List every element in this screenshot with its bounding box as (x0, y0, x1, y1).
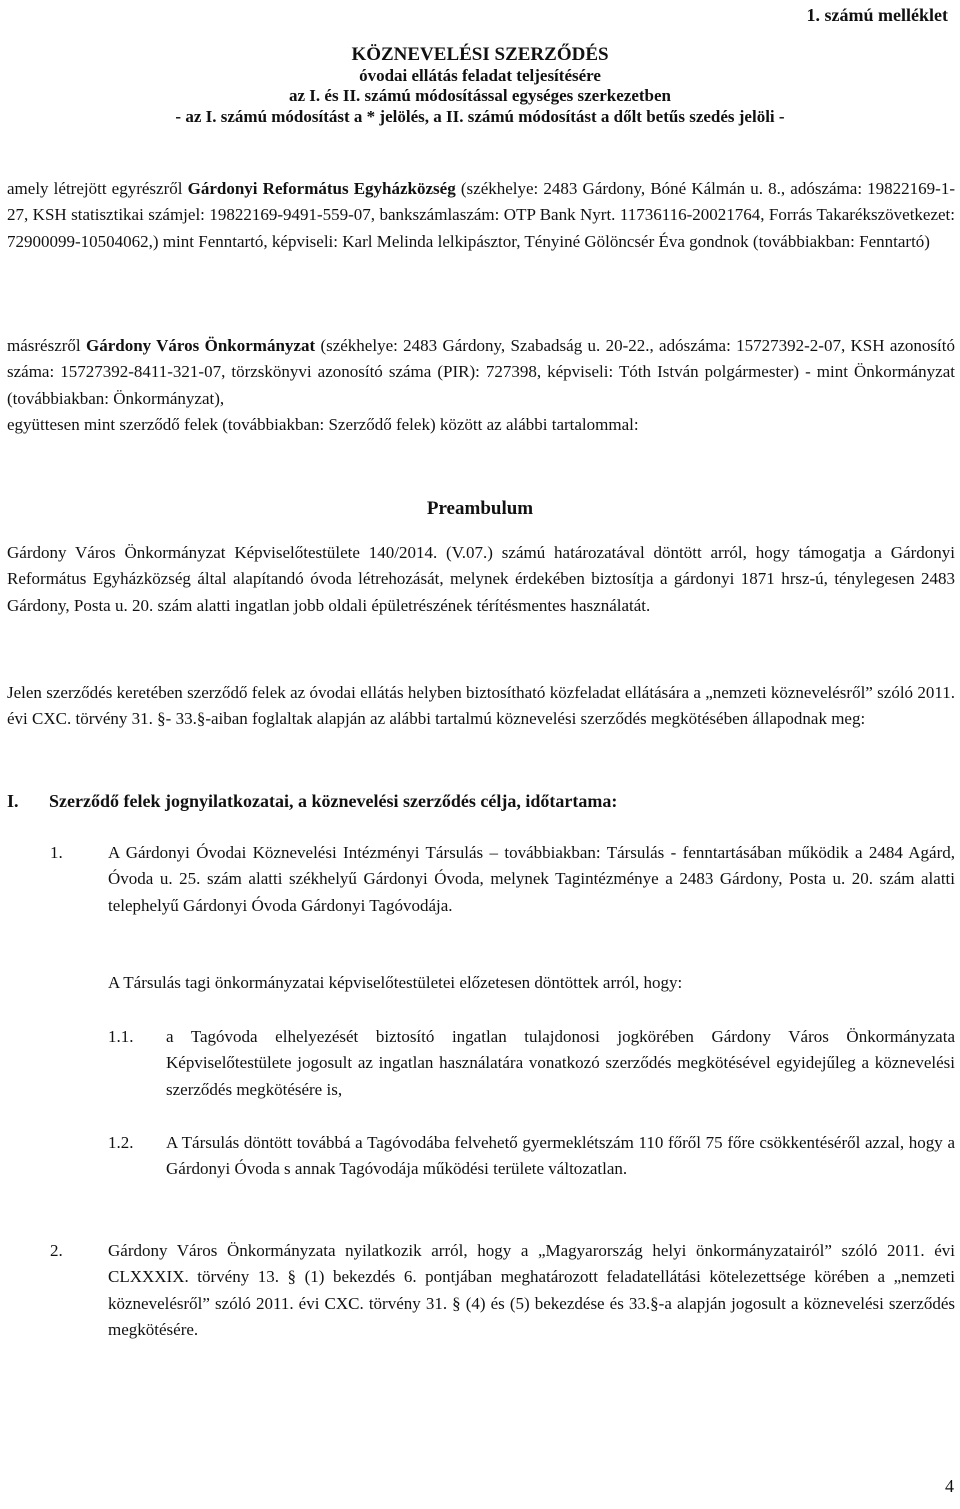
document-title-block (0, 44, 960, 127)
party2-paragraph (7, 333, 955, 438)
sub-item-1-2 (108, 1130, 955, 1183)
section-heading (7, 788, 955, 816)
item-text: A Gárdonyi Óvodai Köznevelési Intézményi Társulás – továbbiakban: Társulás - fenntartásában működik a 2484 Agárd, Óvoda u. 25. szám alatti székhelyű Gárdonyi Óvoda, melynek Tagintézménye a 2483 Gárdony, Posta u. 20. szám alatti telephelyű Gárdonyi Óvoda Gárdonyi Tagóvodája. (108, 843, 955, 915)
numbered-item-1 (50, 840, 955, 919)
sub-item-number: 1.2. (108, 1133, 134, 1152)
sub-intro-text: A Társulás tagi önkormányzatai képviselőtestületei előzetesen döntöttek arról, hogy: (108, 973, 683, 992)
parties-closing: együttesen mint szerződő felek (továbbiakban: Szerződő felek) között az alábbi tartalommal: (7, 415, 639, 435)
page-number: 4 (945, 1476, 954, 1497)
document-structure-note: az I. és II. számú módosítással egységes szerkezetben (289, 86, 671, 106)
document-marking-note: - az I. számú módosítást a * jelölés, a II. számú módosítást a dőlt betűs szedés jelöli - (175, 106, 785, 126)
sub-item-1-1 (108, 1024, 955, 1103)
party2-intro: másrészről (7, 336, 86, 355)
item-text: Gárdony Város Önkormányzata nyilatkozik arról, hogy a „Magyarország helyi önkormányzatairól” szóló 2011. évi CLXXXIX. törvény 13. § (1) bekezdés 6. pontjában meghatározott feladatellátási kötelezettsége körében a „nemzeti köznevelésről” szóló 2011. évi CXC. törvény 31. § (4) és (5) bekezdése és 33.§-a alapján jogosult a köznevelési szerződés megkötésére. (108, 1241, 955, 1340)
numbered-item-2 (50, 1238, 955, 1343)
item-number: 2. (50, 1241, 63, 1260)
document-subtitle: óvodai ellátás feladat teljesítésére (359, 66, 601, 86)
sub-item-text: a Tagóvoda elhelyezését biztosító ingatlan tulajdonosi jogkörében Gárdony Város Önkormányzata Képviselőtestülete jogosult az ingatlan használatára vonatkozó szerződés megkötésével egyidejűleg a köznevelési szerződés megkötésére is, (166, 1027, 955, 1099)
party2-name: Gárdony Város Önkormányzat (85, 336, 316, 355)
preambulum-heading: Preambulum (426, 498, 534, 519)
party1-details: (székhelye: 2483 Gárdony, Bóné Kálmán u. 8., adószáma: 19822169-1-27, KSH statisztikai számjel: 19822169-9491-559-07, bankszámlaszám: OTP Bank Nyrt. 11736116-20021764, Forrás Takarékszövetkezet: 72900099-10504062,) mint Fenntartó, képviseli: Karl Melinda lelkipásztor, Tényiné Gölöncsér Éva gondnok (továbbiakban: Fenntartó) (7, 179, 956, 251)
item-number: 1. (50, 843, 63, 862)
section-number: I. (7, 791, 19, 811)
section-title: Szerződő felek jognyilatkozatai, a köznevelési szerződés célja, időtartama: (49, 791, 618, 811)
party1-name: Gárdonyi Református Egyházközség (187, 179, 456, 198)
party1-intro: amely létrejött egyrészről (7, 179, 188, 198)
preambulum-paragraph-1: Gárdony Város Önkormányzat Képviselőtestülete 140/2014. (V.07.) számú határozatával döntött arról, hogy támogatja a Gárdonyi Református Egyházközség által alapítandó óvoda létrehozását, melynek érdekében biztosítja a gárdonyi 1871 hrsz-ú, ténylegesen 2483 Gárdony, Posta u. 20. szám alatti ingatlan jobb oldali épületrészének térítésmentes használatát. (7, 543, 955, 615)
sub-item-number: 1.1. (108, 1027, 134, 1046)
preambulum-paragraph-2: Jelen szerződés keretében szerződő felek az óvodai ellátás helyben biztosítható közfeladat ellátására a „nemzeti köznevelésről” szóló 2011. évi CXC. törvény 31. §- 33.§-aiban foglaltak alapján az alábbi tartalmú köznevelési szerződés megkötésében állapodnak meg: (7, 683, 955, 729)
document-title: KÖZNEVELÉSI SZERZŐDÉS (351, 44, 609, 65)
annex-label: 1. számú melléklet (806, 5, 948, 25)
party2-details: (székhelye: 2483 Gárdony, Szabadság u. 20-22., adószáma: 15727392-2-07, KSH azonosító száma: 15727392-8411-321-07, törzskönyvi azonosító száma (PIR): 727398, képviseli: Tóth István polgármester) - mint Önkormányzat (továbbiakban: Önkormányzat), (7, 336, 955, 408)
party1-paragraph (7, 176, 955, 255)
sub-item-text: A Társulás döntött továbbá a Tagóvodába felvehető gyermeklétszám 110 főről 75 főre csökkentéséről azzal, hogy a Gárdonyi Óvoda s annak Tagóvodája működési területe változatlan. (166, 1133, 955, 1179)
